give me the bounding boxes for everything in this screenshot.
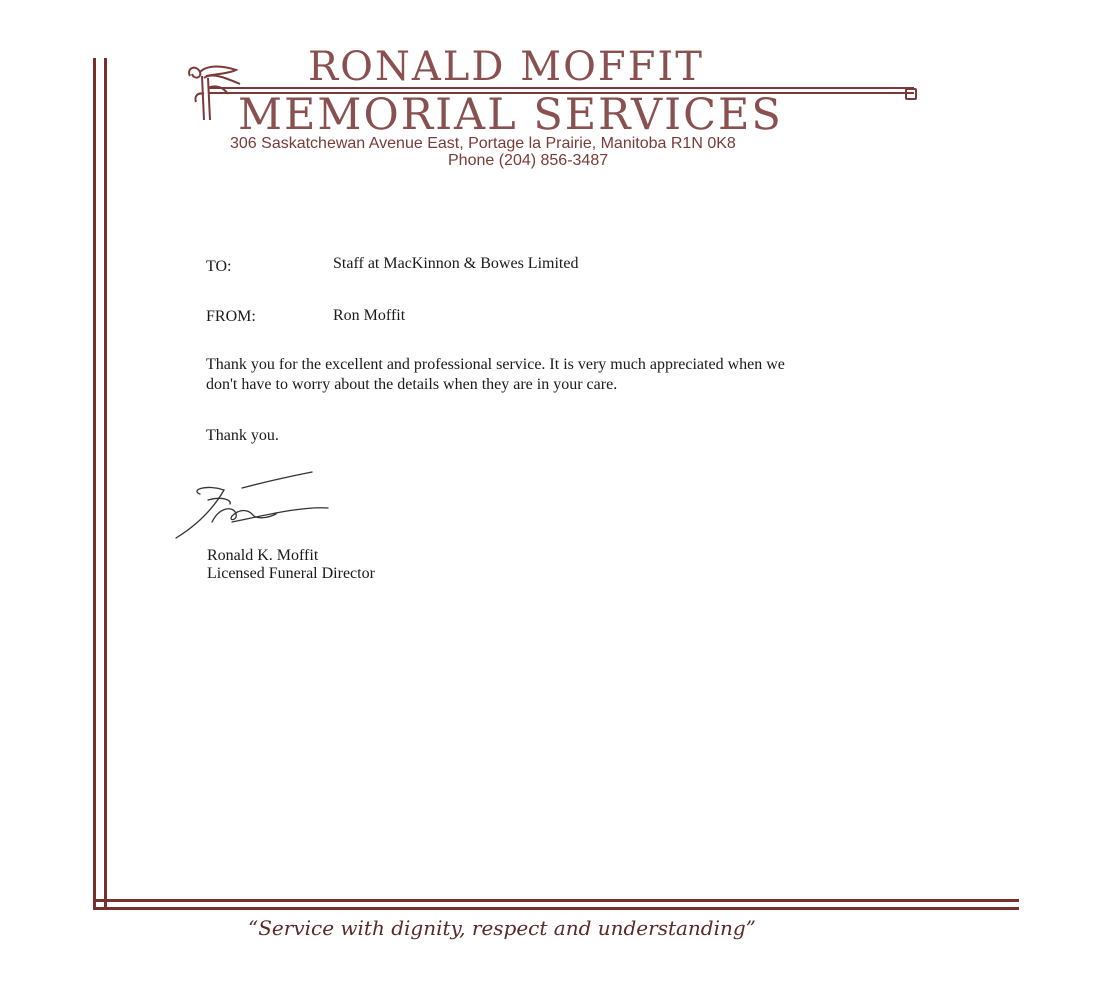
letterhead-rule-end bbox=[905, 88, 917, 100]
left-border-line-outer bbox=[93, 58, 96, 910]
handwritten-signature bbox=[172, 470, 332, 542]
left-border-line-inner bbox=[104, 58, 107, 910]
from-value: Ron Moffit bbox=[333, 307, 406, 324]
signer-title: Licensed Funeral Director bbox=[207, 565, 375, 582]
bottom-border-line-lower bbox=[93, 907, 1019, 910]
message-line-2: don't have to worry about the details when they are in your care. bbox=[206, 376, 618, 393]
letterhead-name-line2: MEMORIAL SERVICES bbox=[238, 90, 783, 140]
signer-name: Ronald K. Moffit bbox=[207, 547, 319, 564]
letterhead-address: 306 Saskatchewan Avenue East, Portage la Prairie, Manitoba R1N 0K8 bbox=[230, 135, 736, 152]
to-label: TO: bbox=[206, 258, 232, 275]
footer-tagline: “Service with dignity, respect and understanding” bbox=[248, 916, 756, 940]
bottom-border-line-upper bbox=[93, 899, 1019, 902]
closing-text: Thank you. bbox=[206, 427, 279, 444]
letterhead-name-line1: RONALD MOFFIT bbox=[308, 44, 704, 90]
message-body bbox=[206, 355, 1006, 395]
to-value: Staff at MacKinnon & Bowes Limited bbox=[333, 255, 579, 272]
letterhead-phone: Phone (204) 856-3487 bbox=[448, 152, 609, 169]
message-line-1: Thank you for the excellent and professional service. It is very much appreciated when we bbox=[206, 356, 785, 373]
from-label: FROM: bbox=[206, 308, 256, 325]
